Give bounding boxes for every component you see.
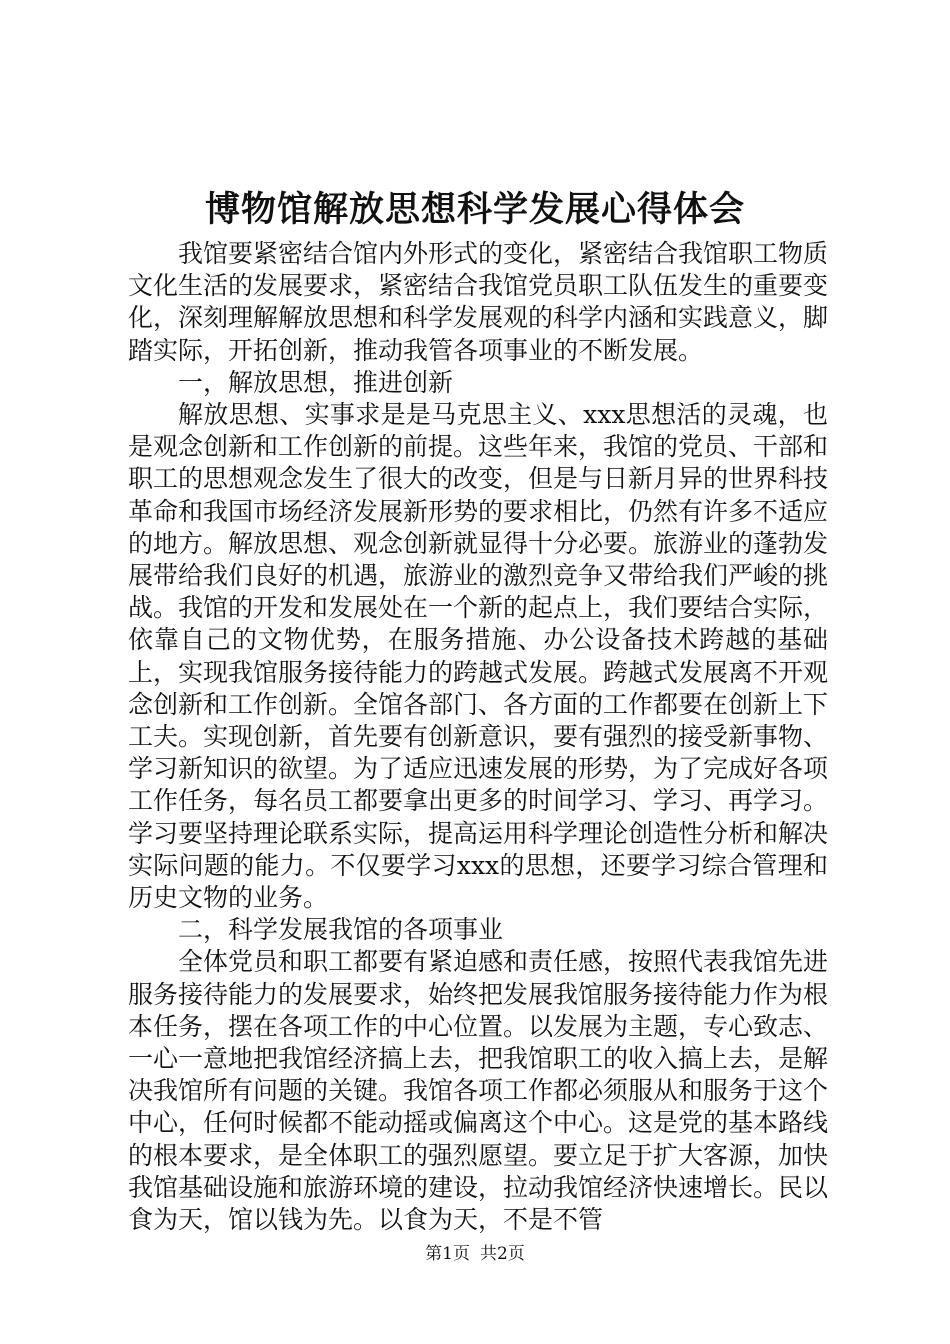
intro-paragraph: 我馆要紧密结合馆内外形式的变化，紧密结合我馆职工物质文化生活的发展要求，紧密结合我馆党员职工队伍发生的重要变化，深刻理解解放思想和科学发展观的科学内涵和实践意义，脚踏实际，开拓创新，推动我管各项事业的不断发展。 [128,239,829,365]
document-body [128,238,828,1236]
section-1-paragraph: 解放思想、实事求是是马克思主义、xxx思想活的灵魂，也是观念创新和工作创新的前提。这些年来，我馆的党员、干部和职工的思想观念发生了很大的改变，但是与日新月异的世界科技革命和我国市场经济发展新形势的要求相比，仍然有许多不适应的地方。解放思想、观念创新就显得十分必要。旅游业的蓬勃发展带给我们良好的机遇，旅游业的激烈竞争又带给我们严峻的挑战。我馆的开发和发展处在一个新的起点上，我们要结合实际，依靠自己的文物优势，在服务措施、办公设备技术跨越的基础上，实现我馆服务接待能力的跨越式发展。跨越式发展离不开观念创新和工作创新。全馆各部门、各方面的工作都要在创新上下工夫。实现创新，首先要有创新意识，要有强烈的接受新事物、学习新知识的欲望。为了适应迅速发展的形势，为了完成好各项工作任务，每名员工都要拿出更多的时间学习、学习、再学习。学习要坚持理论联系实际，提高运用科学理论创造性分析和解决实际问题的能力。不仅要学习xxx的思想，还要学习综合管理和历史文物的业务。 [128,400,829,913]
section-2-paragraph: 全体党员和职工都要有紧迫感和责任感，按照代表我馆先进服务接待能力的发展要求，始终把发展我馆服务接待能力作为根本任务，摆在各项工作的中心位置。以发展为主题，专心致志、一心一意地把我馆经济搞上去，把我馆职工的收入搞上去，是解决我馆所有问题的关键。我馆各项工作都必须服从和服务于这个中心，任何时候都不能动摇或偏离这个中心。这是党的基本路线的根本要求，是全体职工的强烈愿望。要立足于扩大客源，加快我馆基础设施和旅游环境的建设，拉动我馆经济快速增长。民以食为天，馆以钱为先。以食为天，不是不管 [128,947,829,1235]
document-title: 博物馆解放思想科学发展心得体会 [204,189,745,230]
section-heading-1: 一，解放思想，推进创新 [178,367,454,397]
page-number: 第1页 [425,1244,470,1264]
page-total: 共2页 [480,1244,525,1264]
page-footer [0,1243,950,1265]
section-heading-2: 二，科学发展我馆的各项事业 [178,915,504,945]
